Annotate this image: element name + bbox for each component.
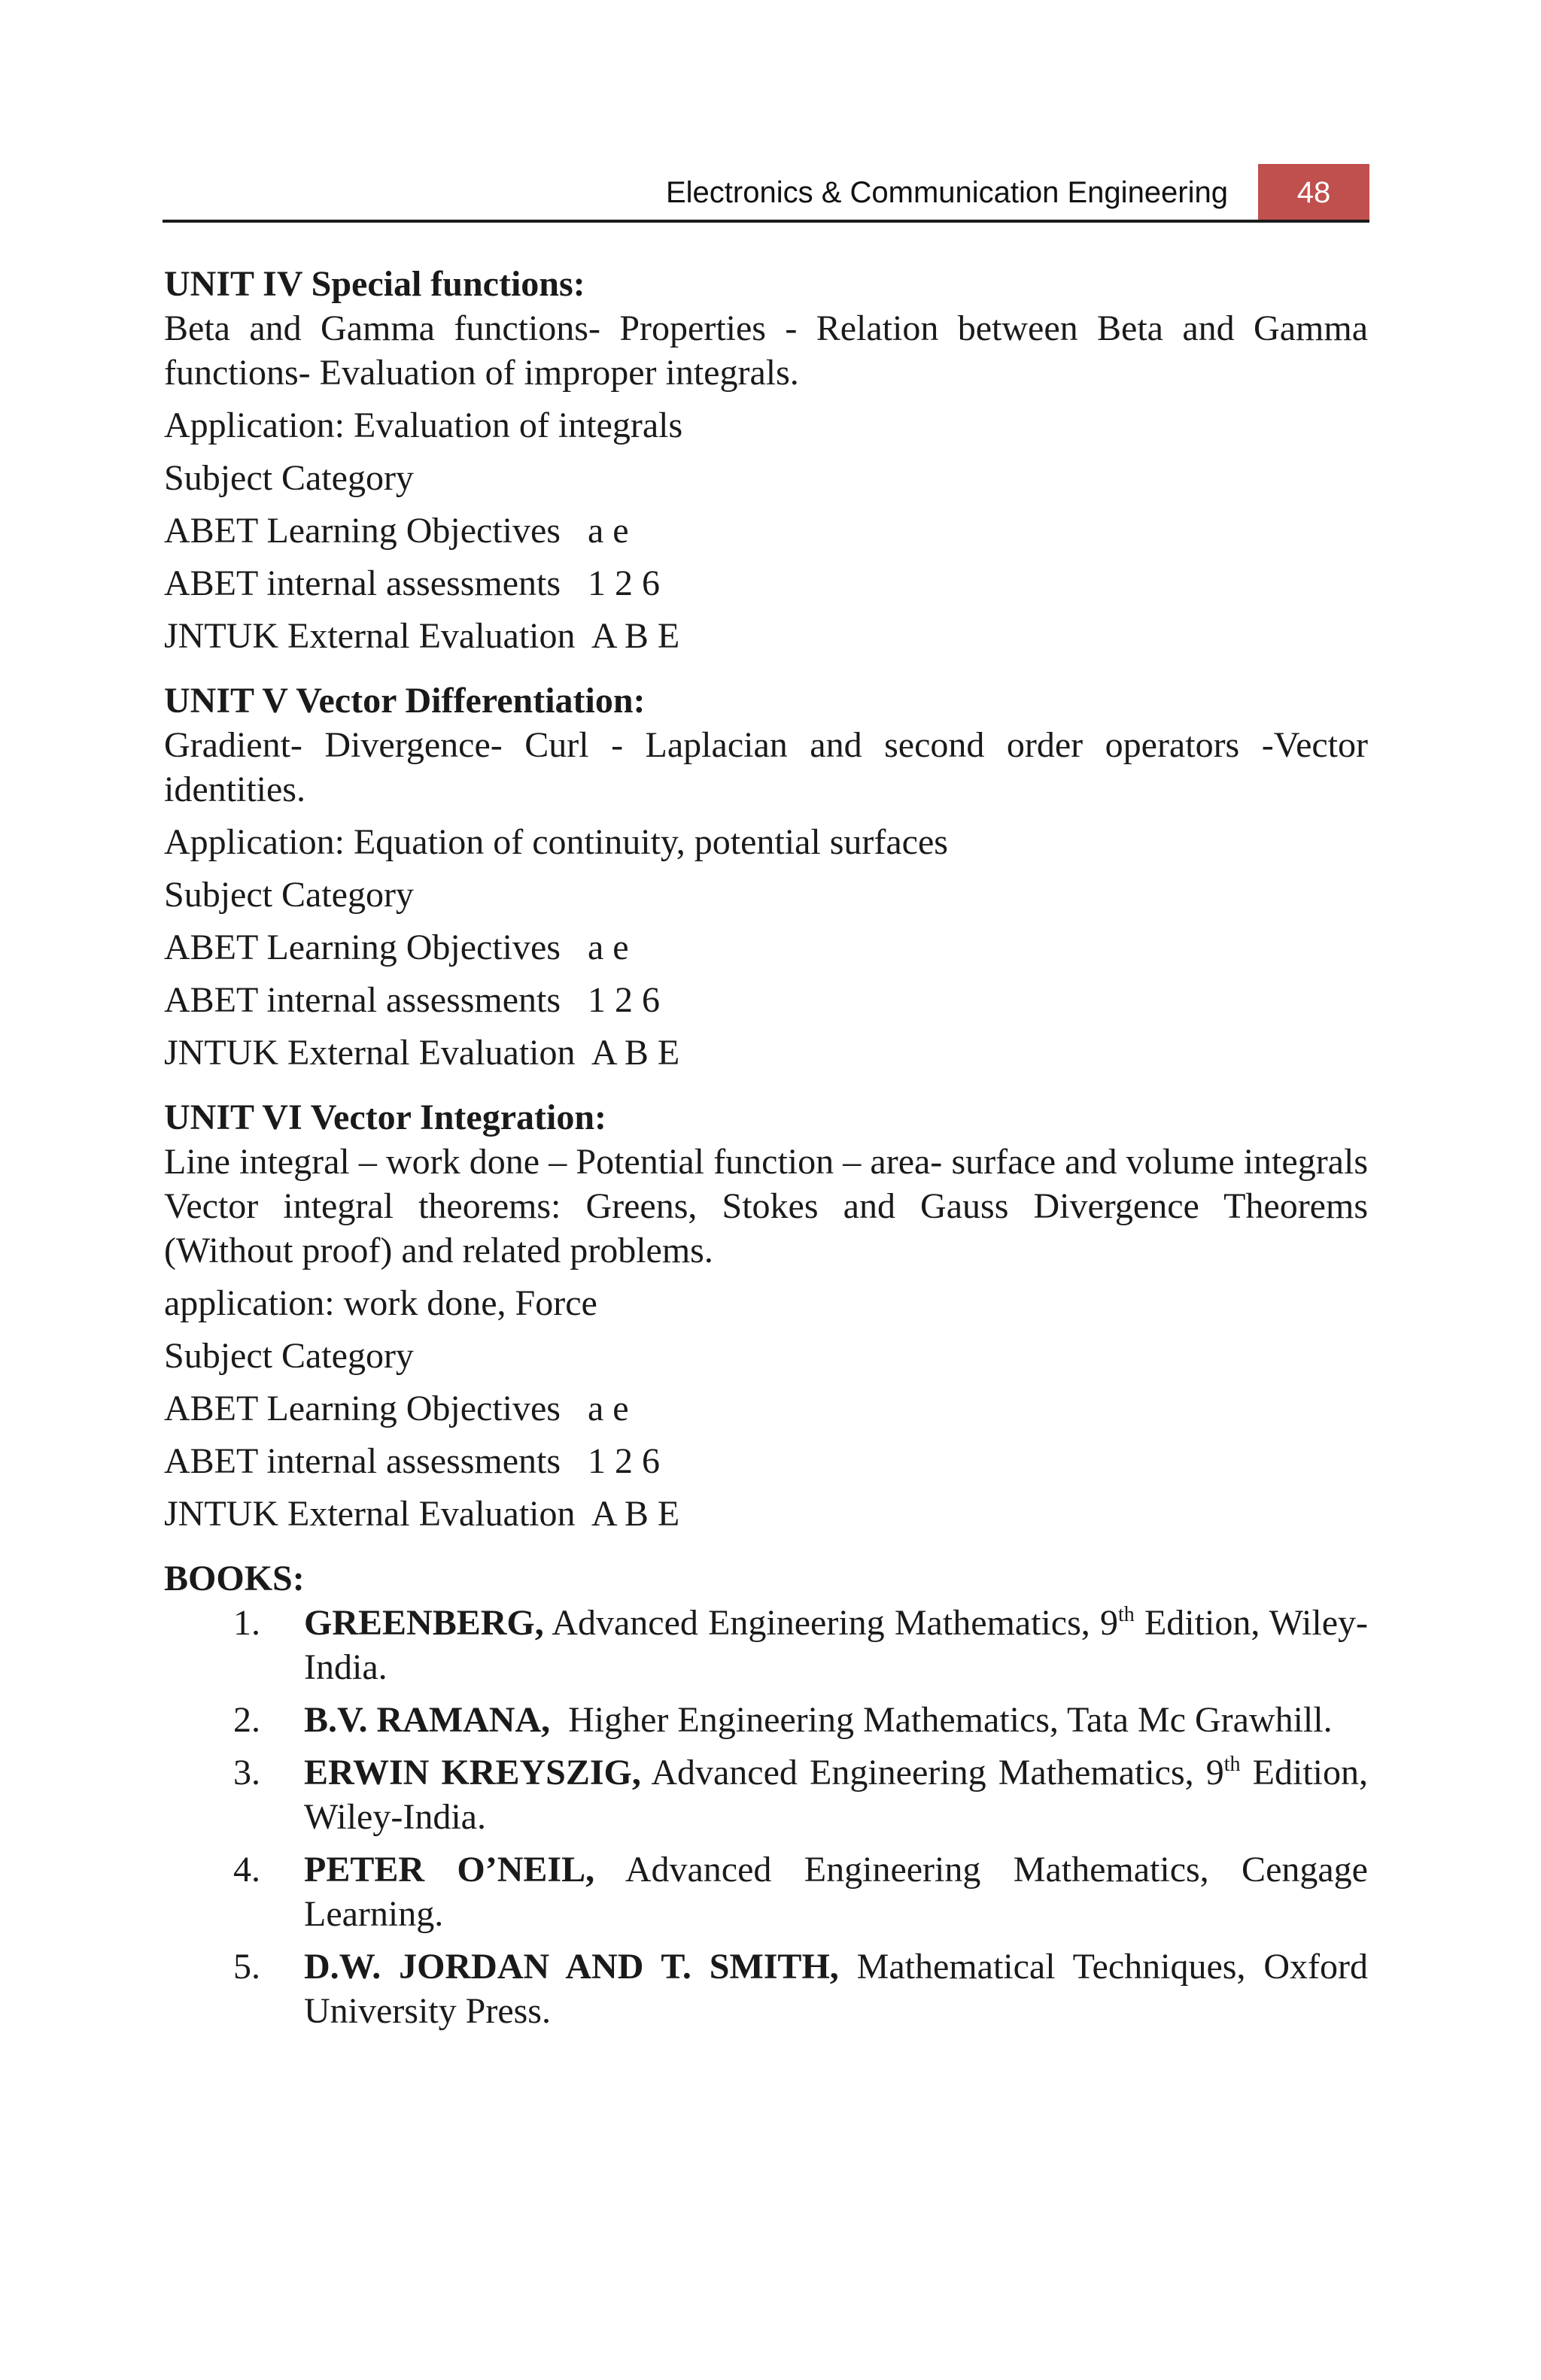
unit-application: Application: Equation of continuity, potential surfaces bbox=[164, 822, 948, 862]
unit-jntuk-evaluation: JNTUK External Evaluation A B E bbox=[164, 1033, 680, 1073]
book-text-continued: Edition, Wiley-India. bbox=[304, 1603, 1368, 1687]
book-text: Mathematical Techniques, Oxford University Press. bbox=[304, 1947, 1368, 2031]
book-text: Advanced Engineering Mathematics, Cengage Learning. bbox=[304, 1850, 1368, 1934]
unit-jntuk-evaluation: JNTUK External Evaluation A B E bbox=[164, 1494, 680, 1534]
unit-abet-assessments: ABET internal assessments 1 2 6 bbox=[164, 1441, 661, 1481]
unit-abet-objectives: ABET Learning Objectives a e bbox=[164, 1389, 629, 1428]
book-text: Advanced Engineering Mathematics, 9 bbox=[543, 1603, 1118, 1643]
unit-description: Line integral – work done – Potential function – area- surface and volume integrals Vector integral theorems: Greens, Stokes and Gauss Divergence Theorems (Without proof) and related problems. bbox=[164, 1142, 1368, 1270]
book-item bbox=[164, 1601, 1368, 1689]
books-heading: BOOKS: bbox=[164, 1559, 305, 1598]
book-number: 4. bbox=[233, 1850, 260, 1890]
book-author: PETER O’NEIL, bbox=[304, 1850, 595, 1890]
unit-title: UNIT V Vector Differentiation: bbox=[164, 681, 646, 721]
book-number: 2. bbox=[233, 1700, 260, 1740]
unit-title: UNIT IV Special functions: bbox=[164, 264, 585, 304]
page-number-badge: 48 bbox=[1258, 164, 1369, 220]
book-superscript: th bbox=[1223, 1753, 1241, 1776]
book-text-continued: Edition, Wiley-India. bbox=[304, 1753, 1368, 1837]
book-author: D.W. JORDAN AND T. SMITH, bbox=[304, 1947, 839, 1987]
unit-application: application: work done, Force bbox=[164, 1283, 597, 1323]
book-author: B.V. RAMANA, bbox=[304, 1700, 551, 1740]
book-item bbox=[164, 1944, 1368, 2033]
unit-abet-objectives: ABET Learning Objectives a e bbox=[164, 511, 629, 551]
book-item bbox=[164, 1847, 1368, 1936]
book-author: GREENBERG, bbox=[304, 1603, 544, 1643]
page-content bbox=[164, 262, 1368, 2042]
unit-section-vi bbox=[164, 1095, 1368, 1536]
unit-subject-category: Subject Category bbox=[164, 875, 414, 915]
header-title: Electronics & Communication Engineering bbox=[665, 176, 1228, 209]
books-list bbox=[164, 1601, 1368, 2033]
unit-jntuk-evaluation: JNTUK External Evaluation A B E bbox=[164, 616, 680, 656]
book-number: 3. bbox=[233, 1753, 260, 1793]
unit-application: Application: Evaluation of integrals bbox=[164, 405, 683, 445]
book-text: Advanced Engineering Mathematics, 9 bbox=[640, 1753, 1224, 1793]
book-superscript: th bbox=[1118, 1603, 1135, 1626]
book-item bbox=[164, 1698, 1368, 1742]
unit-subject-category: Subject Category bbox=[164, 1336, 414, 1376]
book-text: Higher Engineering Mathematics, Tata Mc Grawhill. bbox=[550, 1700, 1333, 1740]
book-number: 5. bbox=[233, 1947, 260, 1987]
book-item bbox=[164, 1750, 1368, 1839]
book-number: 1. bbox=[233, 1603, 260, 1643]
unit-title: UNIT VI Vector Integration: bbox=[164, 1097, 607, 1137]
unit-abet-objectives: ABET Learning Objectives a e bbox=[164, 927, 629, 967]
unit-description: Beta and Gamma functions- Properties - Relation between Beta and Gamma functions- Evaluation of improper integrals. bbox=[164, 308, 1368, 393]
unit-section-iv bbox=[164, 262, 1368, 658]
unit-section-v bbox=[164, 678, 1368, 1075]
book-author: ERWIN KREYSZIG, bbox=[304, 1753, 641, 1793]
unit-subject-category: Subject Category bbox=[164, 458, 414, 498]
unit-abet-assessments: ABET internal assessments 1 2 6 bbox=[164, 563, 661, 603]
unit-abet-assessments: ABET internal assessments 1 2 6 bbox=[164, 980, 661, 1020]
unit-description: Gradient- Divergence- Curl - Laplacian and second order operators -Vector identities. bbox=[164, 725, 1368, 809]
page-header bbox=[163, 164, 1369, 223]
